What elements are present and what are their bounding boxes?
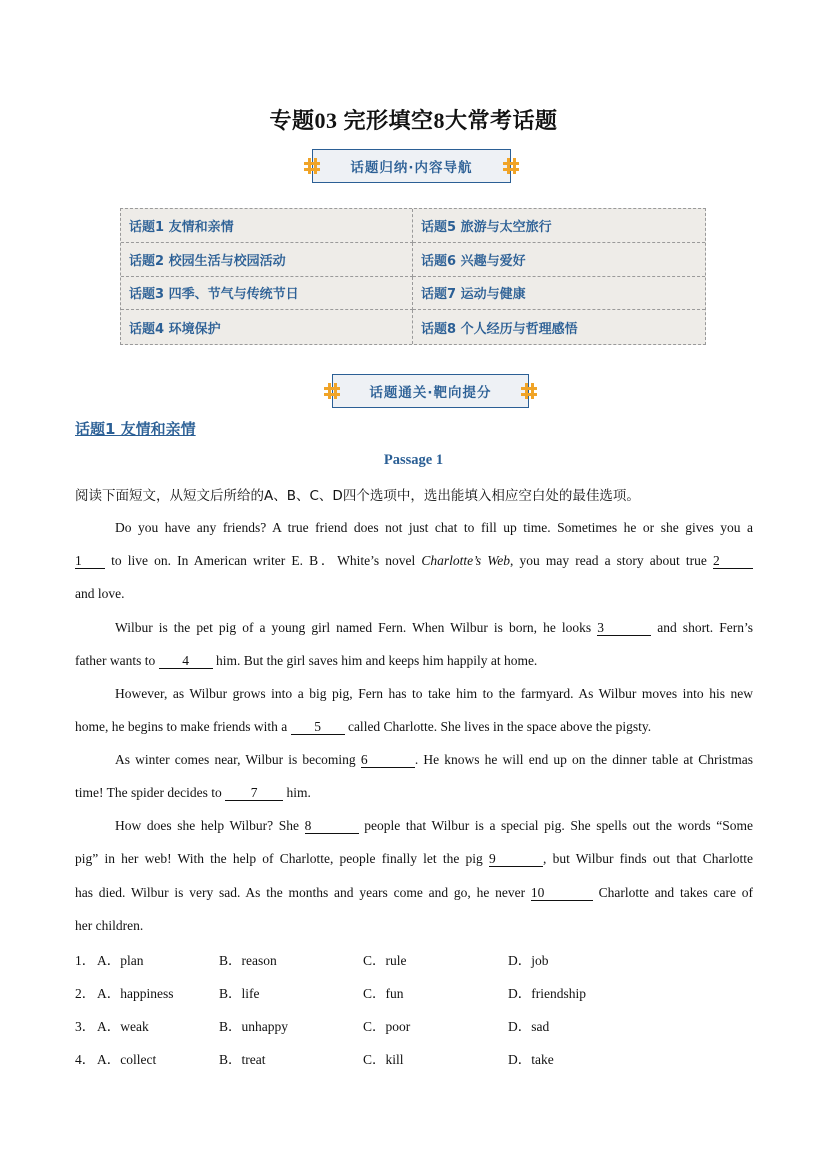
- topic-cell: 话题6 兴趣与爱好: [413, 243, 705, 277]
- passage-line: time! The spider decides to 7 him.: [75, 785, 311, 800]
- option-c: C．kill: [363, 1052, 404, 1067]
- blank-9: 9: [489, 851, 543, 867]
- option-d: D．sad: [508, 1019, 550, 1034]
- topic-cell: 话题3 四季、节气与传统节日: [121, 277, 413, 311]
- blank-6: 6: [361, 752, 415, 768]
- question-number: 1．: [75, 953, 96, 968]
- passage-line: home, he begins to make friends with a 5 called Charlotte. She lives in the space above the pigsty.: [75, 719, 652, 734]
- option-b: B．life: [219, 986, 260, 1001]
- hash-deco-icon: [304, 158, 320, 174]
- passage-line: and love.: [75, 586, 125, 601]
- question-number: 2．: [75, 986, 96, 1001]
- section-banner-navigation: [312, 149, 511, 183]
- instructions: 阅读下面短文，从短文后所给的A、B、C、D四个选项中，选出能填入相应空白处的最佳选项。: [75, 488, 640, 504]
- passage-line: pig” in her web! With the help of Charlotte, people finally let the pig 9 , but Wilbur finds out that Charlotte: [75, 851, 753, 866]
- option-c: C．fun: [363, 986, 404, 1001]
- hash-deco-icon: [503, 158, 519, 174]
- option-a: A．plan: [97, 953, 144, 968]
- passage-line: her children.: [75, 918, 144, 933]
- topic-cell: 话题5 旅游与太空旅行: [413, 209, 705, 243]
- banner-label: 话题通关·靶向提分: [369, 385, 492, 401]
- hash-deco-icon: [324, 383, 340, 399]
- blank-10: 10: [531, 885, 593, 901]
- passage-line: As winter comes near, Wilbur is becoming 6 . He knows he will end up on the dinner table at Christmas: [115, 752, 753, 767]
- passage-line: However, as Wilbur grows into a big pig, Fern has to take him to the farmyard. As Wilbur moves into his new: [115, 686, 753, 701]
- option-a: A．weak: [97, 1019, 149, 1034]
- topic-cell: 话题1 友情和亲情: [121, 209, 413, 243]
- topic-cell: 话题2 校园生活与校园活动: [121, 243, 413, 277]
- blank-4: 4: [159, 653, 213, 669]
- passage-line: Do you have any friends? A true friend does not just chat to fill up time. Sometimes he or she gives you a: [115, 520, 753, 535]
- blank-5: 5: [291, 719, 345, 735]
- passage-line: 1 to live on. In American writer E. B．White’s novel Charlotte’s Web, you may read a story about true 2: [75, 551, 753, 571]
- option-b: B．treat: [219, 1052, 266, 1067]
- option-d: D．take: [508, 1052, 554, 1067]
- option-a: A．collect: [97, 1052, 157, 1067]
- option-d: D．friendship: [508, 986, 586, 1001]
- section-banner-practice: [332, 374, 529, 408]
- question-number: 3．: [75, 1019, 96, 1034]
- blank-7: 7: [225, 785, 283, 801]
- option-c: C．poor: [363, 1019, 411, 1034]
- option-d: D．job: [508, 953, 549, 968]
- topic-cell: 话题4 环境保护: [121, 310, 413, 344]
- question-number: 4．: [75, 1052, 96, 1067]
- option-b: B．unhappy: [219, 1019, 288, 1034]
- passage-line: has died. Wilbur is very sad. As the months and years come and go, he never 10 Charlotte and takes care of: [75, 885, 754, 900]
- topic-cell: 话题7 运动与健康: [413, 277, 705, 311]
- section-heading: 话题1 友情和亲情: [75, 420, 196, 438]
- option-b: B．reason: [219, 953, 277, 968]
- blank-3: 3: [597, 620, 651, 636]
- passage-line: How does she help Wilbur? She 8 people that Wilbur is a special pig. She spells out the words “Some: [115, 818, 753, 833]
- passage-line: father wants to 4 him. But the girl saves him and keeps him happily at home.: [75, 653, 538, 668]
- blank-1: 1: [75, 553, 105, 569]
- passage-line: Wilbur is the pet pig of a young girl named Fern. When Wilbur is born, he looks 3 and short. Fern’s: [115, 620, 753, 635]
- blank-2: 2: [713, 553, 753, 569]
- topic-cell: 话题8 个人经历与哲理感悟: [421, 321, 578, 337]
- blank-8: 8: [305, 818, 359, 834]
- topics-table: [120, 208, 706, 345]
- document-title: 专题03 完形填空8大常考话题: [269, 108, 558, 133]
- option-a: A．happiness: [97, 986, 174, 1001]
- banner-label: 话题归纳·内容导航: [350, 160, 473, 176]
- passage-title: Passage 1: [383, 452, 444, 468]
- option-c: C．rule: [363, 953, 407, 968]
- hash-deco-icon: [521, 383, 537, 399]
